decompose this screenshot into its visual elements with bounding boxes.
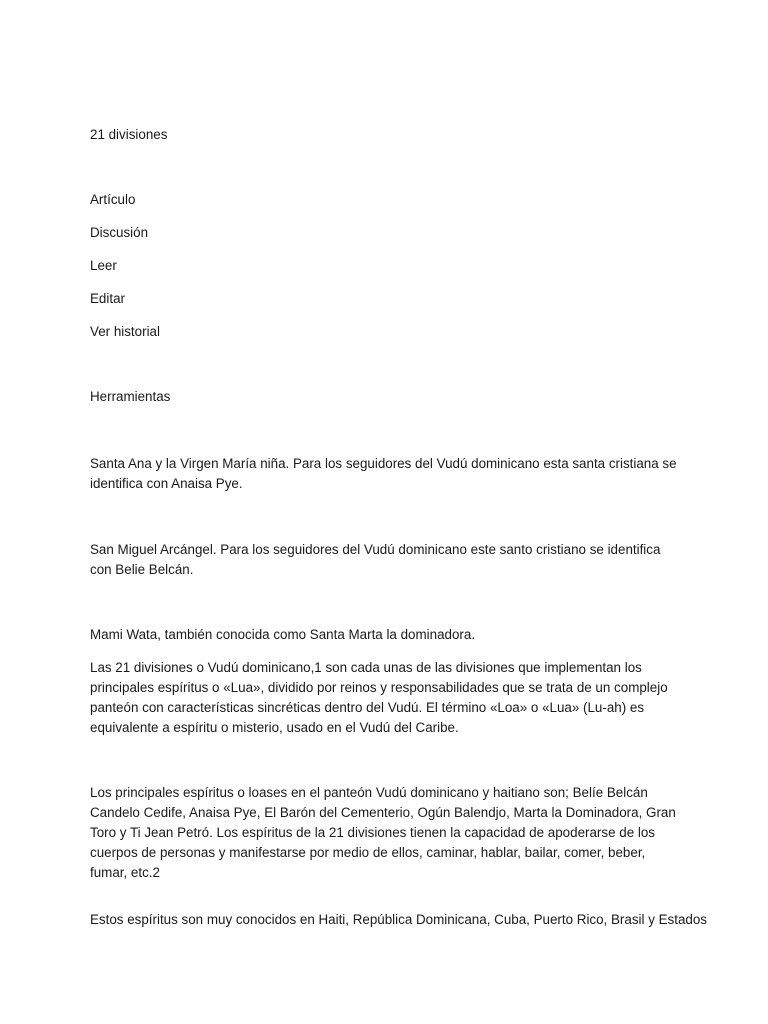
nav-link-ver-historial[interactable]: Ver historial — [90, 324, 160, 339]
caption-san-miguel: San Miguel Arcángel. Para los seguidores del Vudú dominicano este santo cristiano se identifica con Belie Belcán. — [90, 542, 661, 577]
nav-link-discusion[interactable]: Discusión — [90, 225, 149, 240]
nav-link-editar[interactable]: Editar — [90, 291, 125, 306]
nav-link-leer[interactable]: Leer — [90, 258, 117, 273]
tools-label: Herramientas — [90, 389, 171, 404]
page-title: 21 divisiones — [90, 127, 168, 142]
caption-mami-wata: Mami Wata, también conocida como Santa Marta la dominadora. — [90, 627, 476, 642]
nav-link-articulo[interactable]: Artículo — [90, 192, 136, 207]
caption-santa-ana: Santa Ana y la Virgen María niña. Para los seguidores del Vudú dominicano esta santa cristiana se identifica con Anaisa Pye. — [90, 456, 677, 491]
body-paragraph-regions: Estos espíritus son muy conocidos en Haiti, República Dominicana, Cuba, Puerto Rico, Brasil y Estados — [90, 912, 708, 927]
body-paragraph-intro: Las 21 divisiones o Vudú dominicano,1 son cada unas de las divisiones que implementan los principales espíritus o «Lua», dividido por reinos y responsabilidades que se trata de un complejo panteón con características sincréticas dentro del Vudú. El término «Loa» o «Lua» (Lu-ah) es equivalente a espíritu o misterio, usado en el Vudú del Caribe. — [90, 660, 668, 735]
body-paragraph-spirits: Los principales espíritus o loases en el panteón Vudú dominicano y haitiano son; Belíe Belcán Candelo Cedife, Anaisa Pye, El Barón del Cementerio, Ogún Balendjo, Marta la Dominadora, Gran Toro y Ti Jean Petró. Los espíritus de la 21 divisiones tienen la capacidad de apoderarse de los cuerpos de personas y manifestarse por medio de ellos, caminar, hablar, bailar, comer, beber, fumar, etc.2 — [90, 785, 676, 880]
